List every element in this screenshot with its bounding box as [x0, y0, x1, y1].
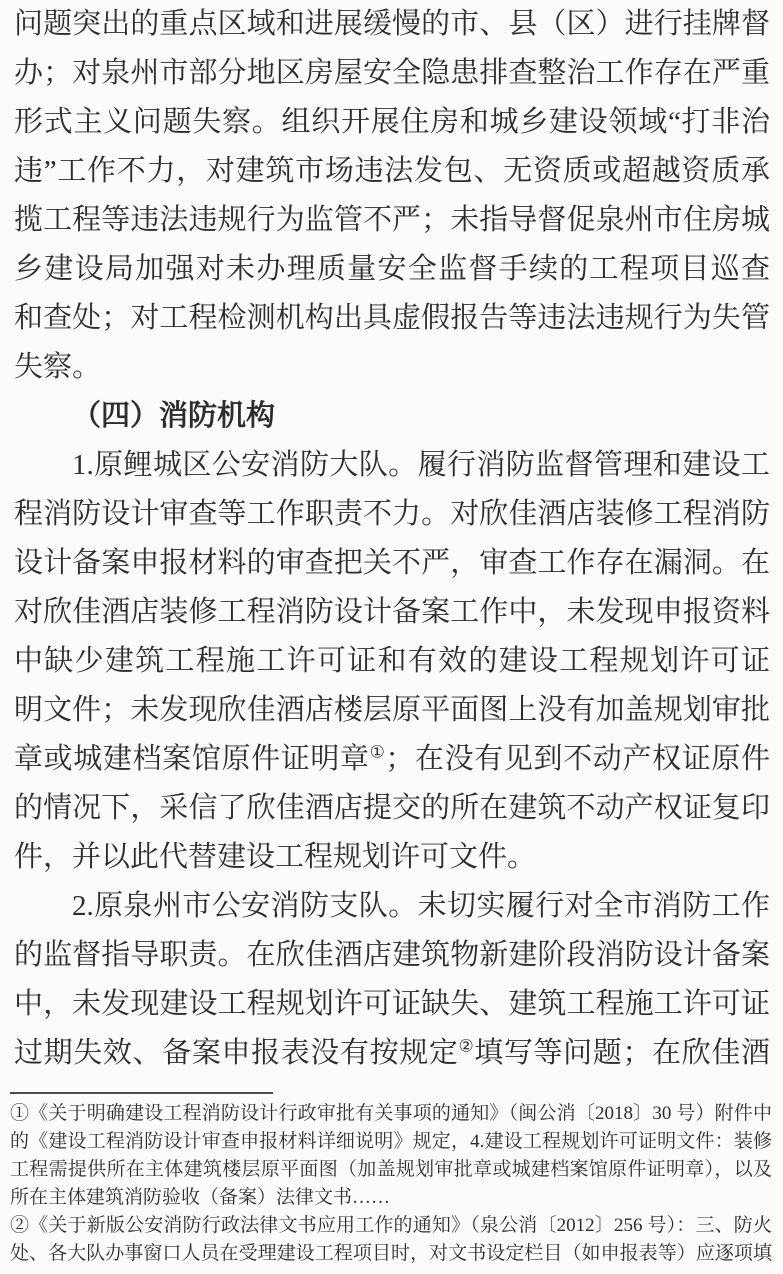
body-line: 问题突出的重点区域和进展缓慢的市、县（区）进行挂牌督: [14, 8, 770, 40]
body-line-text: ；在没有见到不动产权证原件: [385, 743, 770, 775]
body-line: 违”工作不力，对建筑市场违法发包、无资质或超越资质承: [14, 155, 770, 187]
body-line-paragraph-end: 件，并以此代替建设工程规划许可文件。: [14, 841, 537, 873]
body-line: 程消防设计审查等工作职责不力。对欣佳酒店装修工程消防: [14, 498, 770, 530]
body-line: 形式主义问题失察。组织开展住房和城乡建设领域“打非治: [14, 106, 770, 138]
body-line: [14, 735, 770, 784]
body-line-text: 填写等问题；在欣佳酒: [474, 1037, 770, 1069]
body-line: 揽工程等违法违规行为监管不严；未指导督促泉州市住房城: [14, 204, 770, 236]
footnote-line: 处、各大队办事窗口人员在受理建设工程项目时，对文书设定栏目（如申报表等）应逐项填: [10, 1243, 772, 1264]
section-heading: （四）消防机构: [72, 400, 276, 432]
footnote-line: 工程需提供所在主体建筑楼层原平面图（加盖规划审批章或城建档案馆原件证明章），以及: [10, 1159, 772, 1180]
body-line-paragraph-start: 2.原泉州市公安消防支队。未切实履行对全市消防工作: [72, 890, 770, 922]
footnote-line: ②《关于新版公安消防行政法律文书应用工作的通知》（泉公消〔2012〕256 号）：三、防火: [10, 1215, 772, 1236]
footnote-ref-2: ②: [458, 1036, 475, 1056]
body-line-paragraph-start: 1.原鲤城区公安消防大队。履行消防监督管理和建设工: [72, 449, 770, 481]
body-line-paragraph-end: 失察。: [14, 351, 102, 383]
body-line: 对欣佳酒店装修工程消防设计备案工作中，未发现申报资料: [14, 596, 770, 628]
body-line: 明文件；未发现欣佳酒店楼层原平面图上没有加盖规划审批: [14, 694, 770, 726]
document-body: [14, 0, 770, 1078]
footnote-ref-1: ①: [369, 742, 386, 762]
body-line: 和查处；对工程检测机构出具虚假报告等违法违规行为失管: [14, 302, 770, 334]
footnote-line: 的《建设工程消防设计审查申报材料详细说明》规定，4.建设工程规划许可证明文件：装修: [10, 1131, 772, 1152]
footnotes-section: [10, 1100, 772, 1268]
body-line-text: 章或城建档案馆原件证明章: [14, 743, 370, 775]
body-line: 中，未发现建设工程规划许可证缺失、建筑工程施工许可证: [14, 988, 770, 1020]
body-line: 办；对泉州市部分地区房屋安全隐患排查整治工作存在严重: [14, 57, 770, 89]
body-line: 的监督指导职责。在欣佳酒店建筑物新建阶段消防设计备案: [14, 939, 770, 971]
footnote-line-end: 所在主体建筑消防验收（备案）法律文书……: [10, 1187, 391, 1208]
body-line: 乡建设局加强对未办理质量安全监督手续的工程项目巡查: [14, 253, 770, 285]
footnote-line: ①《关于明确建设工程消防设计行政审批有关事项的通知》（闽公消〔2018〕30 号）附件中: [10, 1103, 772, 1124]
body-line: 中缺少建筑工程施工许可证和有效的建设工程规划许可证: [14, 645, 770, 677]
body-line: [14, 1029, 770, 1078]
footnote-separator-rule: [10, 1092, 273, 1094]
body-line-text: 过期失效、备案申报表没有按规定: [14, 1037, 459, 1069]
body-line: 的情况下，采信了欣佳酒店提交的所在建筑不动产权证复印: [14, 792, 770, 824]
body-line: 设计备案申报材料的审查把关不严，审查工作存在漏洞。在: [14, 547, 770, 579]
